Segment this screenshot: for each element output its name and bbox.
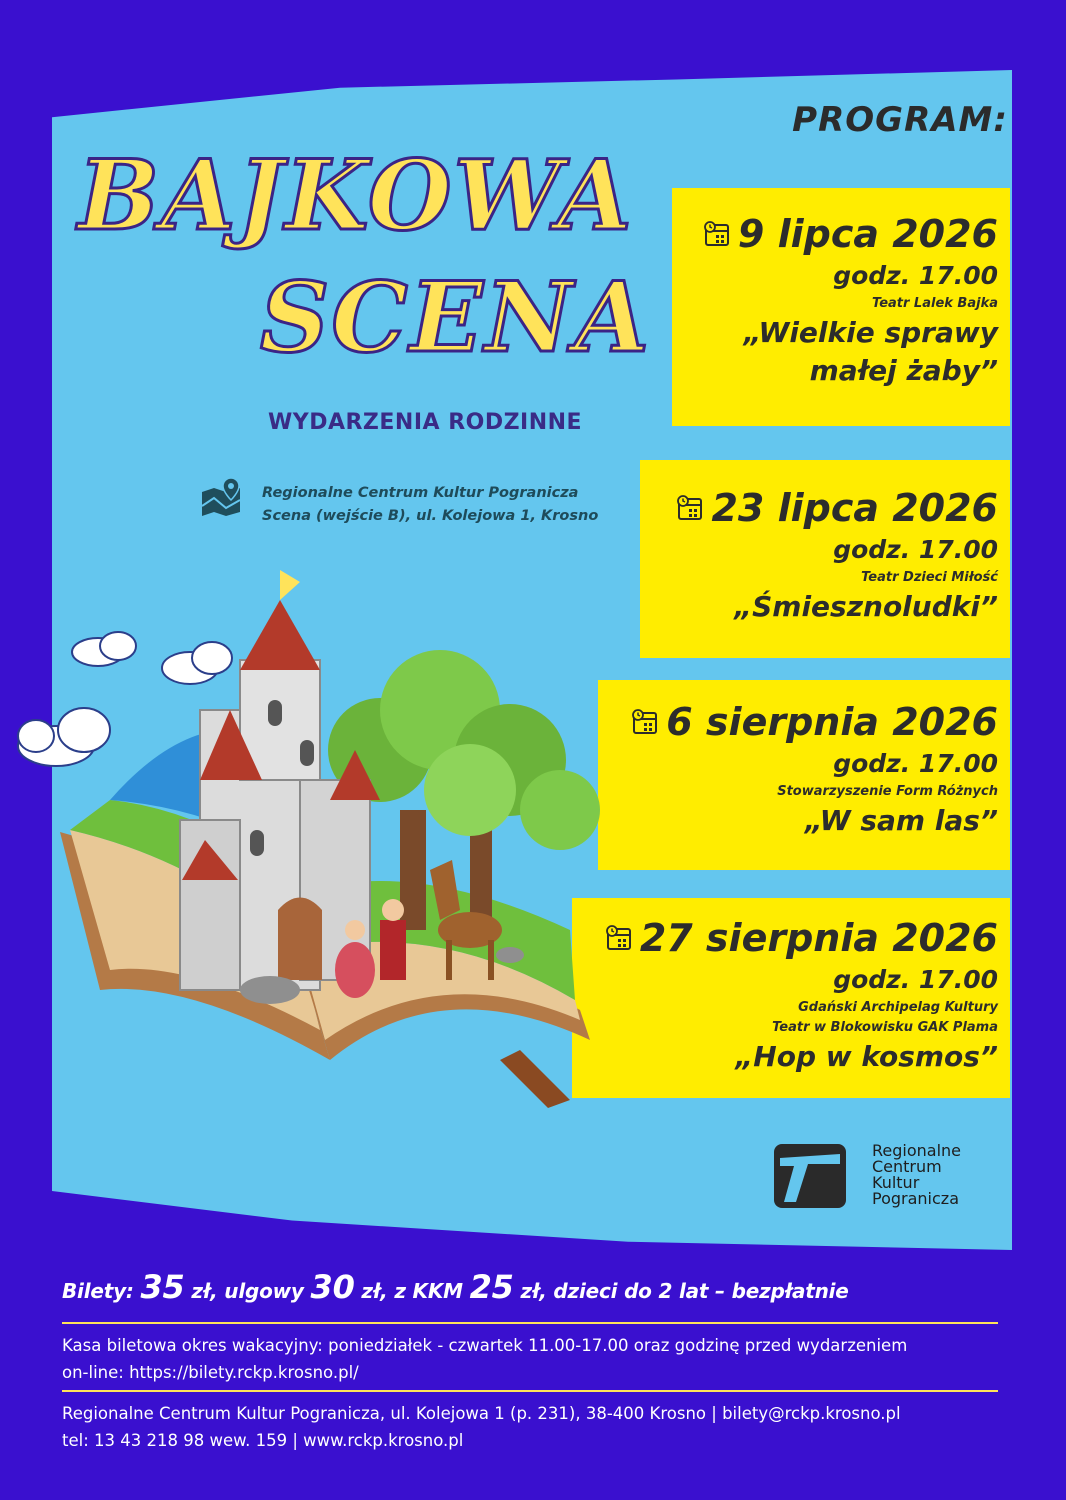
storybook-castle-illustration <box>0 560 620 1120</box>
logo-line: Kultur <box>872 1173 920 1192</box>
event-organizer: Stowarzyszenie Form Różnych <box>777 784 998 799</box>
event-title: małej żaby” <box>809 354 998 387</box>
venue-address <box>262 482 598 528</box>
price-kkm-suffix: zł, dzieci do 2 lat – bezpłatnie <box>513 1279 849 1303</box>
tickets-label: Bilety: <box>62 1279 134 1303</box>
calendar-clock-icon <box>677 495 703 521</box>
cloud-icon <box>162 642 232 684</box>
box-office-online-link[interactable]: on-line: https://bilety.rckp.krosno.pl/ <box>62 1363 359 1382</box>
price-reduced-suffix: zł, z KKM <box>354 1279 470 1303</box>
map-pin-icon <box>200 476 244 516</box>
event-card-1 <box>672 188 1010 426</box>
event-time: godz. 17.00 <box>833 535 998 564</box>
price-normal: 35 <box>140 1268 185 1306</box>
logo-line: Pogranicza <box>872 1189 959 1208</box>
title-line-1: BAJKOWA <box>78 139 634 252</box>
event-card-4 <box>572 898 1010 1098</box>
price-reduced: 30 <box>310 1268 355 1306</box>
event-date: 27 sierpnia 2026 <box>639 916 998 960</box>
event-date: 9 lipca 2026 <box>737 212 998 256</box>
contact-info <box>62 1400 901 1454</box>
event-date: 6 sierpnia 2026 <box>666 700 998 744</box>
rckp-logo-text <box>872 1143 961 1207</box>
event-organizer: Gdański Archipelag Kultury <box>798 1000 998 1015</box>
venue-line-1: Regionalne Centrum Kultur Pogranicza <box>262 485 579 501</box>
event-card-3 <box>598 680 1010 870</box>
price-kkm: 25 <box>469 1268 514 1306</box>
event-organizer: Teatr Lalek Bajka <box>872 296 998 311</box>
event-title: „W sam las” <box>804 804 998 837</box>
title-line-2: SCENA <box>260 261 652 374</box>
calendar-clock-icon <box>704 221 730 247</box>
event-organizer: Teatr w Blokowisku GAK Plama <box>772 1020 998 1035</box>
event-organizer: Teatr Dzieci Miłość <box>861 570 998 585</box>
box-office-info <box>62 1332 907 1386</box>
cloud-icon <box>18 708 110 766</box>
event-time: godz. 17.00 <box>833 749 998 778</box>
program-heading: PROGRAM: <box>792 100 1008 140</box>
contact-phone-web: tel: 13 43 218 98 wew. 159 | www.rckp.krosno.pl <box>62 1431 464 1450</box>
divider <box>62 1390 998 1392</box>
event-title: „Wielkie sprawy <box>743 316 998 349</box>
contact-address: Regionalne Centrum Kultur Pogranicza, ul. Kolejowa 1 (p. 231), 38-400 Krosno | bilety@rckp.krosno.pl <box>62 1404 901 1423</box>
box-office-hours: Kasa biletowa okres wakacyjny: poniedziałek - czwartek 11.00-17.00 oraz godzinę przed wydarzeniem <box>62 1336 908 1355</box>
price-normal-suffix: zł, ulgowy <box>184 1279 311 1303</box>
event-time: godz. 17.00 <box>833 965 998 994</box>
event-title: „Śmiesznoludki” <box>734 590 998 623</box>
logo-line: Centrum <box>872 1157 942 1176</box>
ticket-prices <box>62 1268 849 1306</box>
event-date: 23 lipca 2026 <box>711 486 998 530</box>
venue-line-2: Scena (wejście B), ul. Kolejowa 1, Krosno <box>262 508 599 524</box>
event-time: godz. 17.00 <box>833 261 998 290</box>
rckp-logo-icon <box>774 1144 846 1208</box>
divider <box>62 1322 998 1324</box>
event-card-2 <box>640 460 1010 658</box>
logo-line: Regionalne <box>872 1141 962 1160</box>
event-title: „Hop w kosmos” <box>735 1040 998 1073</box>
cloud-icon <box>72 632 136 666</box>
subtitle: WYDARZENIA RODZINNE <box>268 410 583 435</box>
calendar-clock-icon <box>632 709 658 735</box>
